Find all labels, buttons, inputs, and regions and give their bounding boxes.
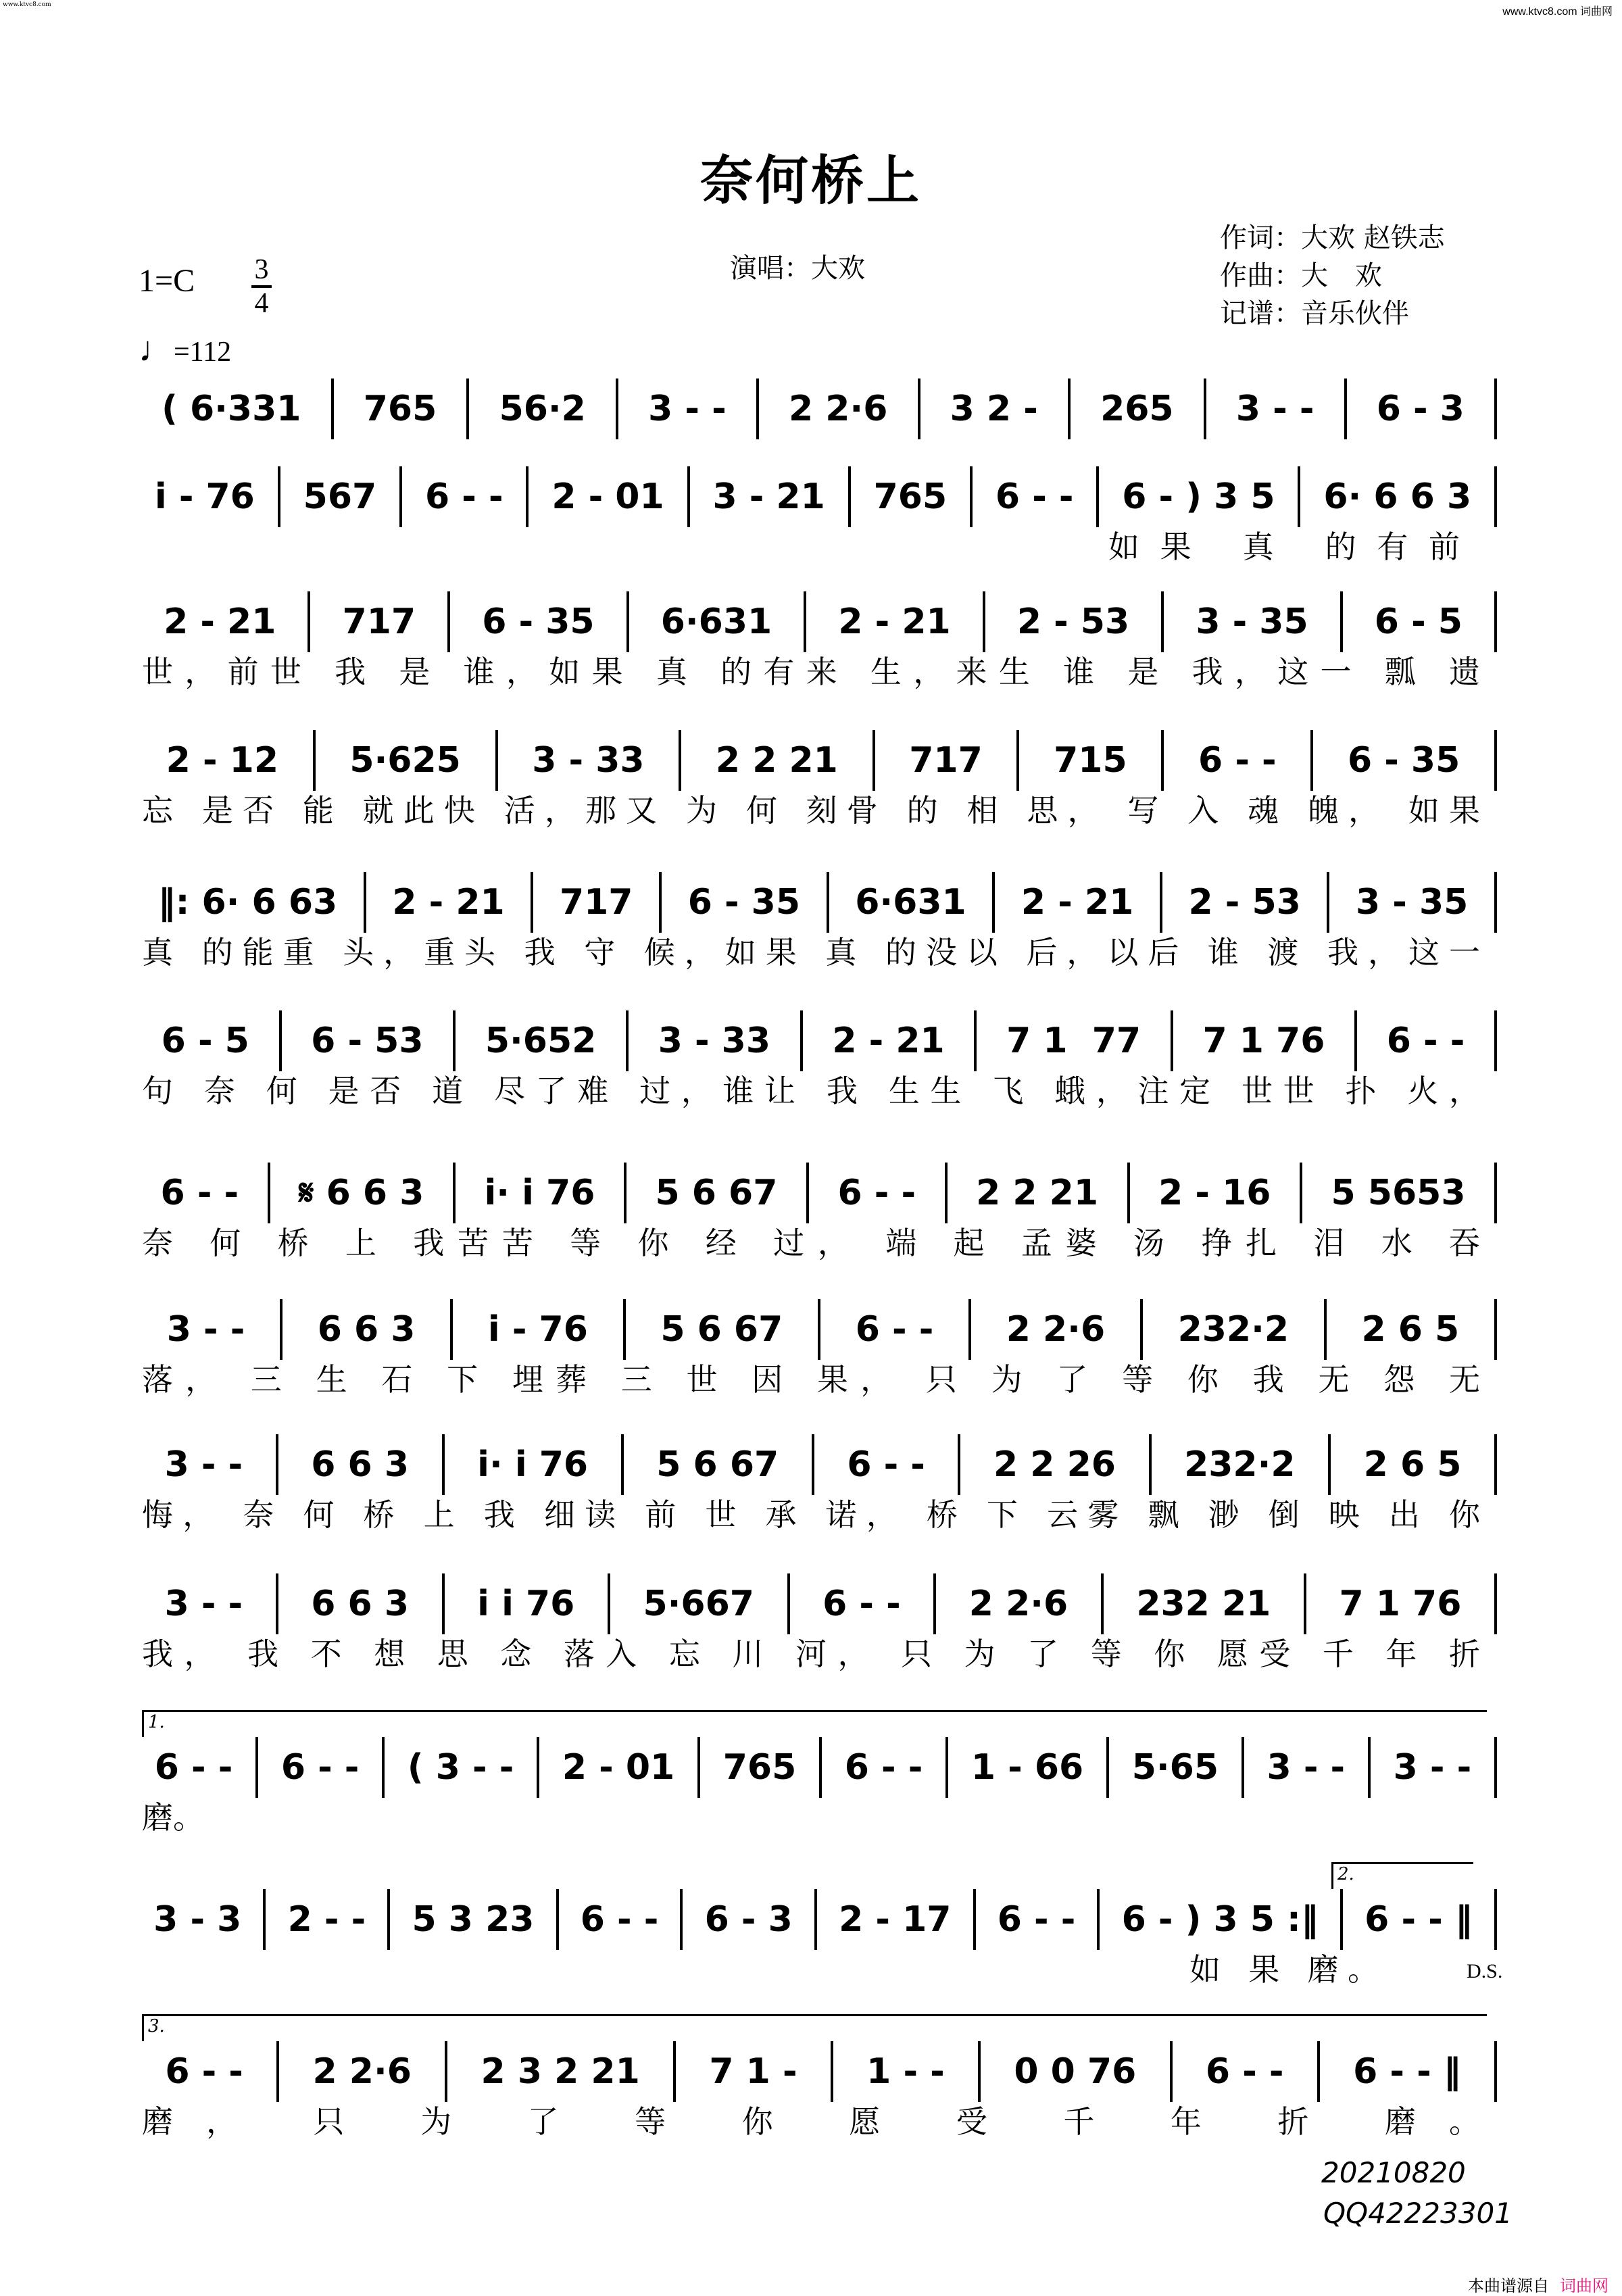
measure: 5 5653 — [1302, 1163, 1497, 1223]
singer-credit: 演唱：大欢 — [730, 253, 865, 284]
source-brand-link[interactable]: 词曲网 — [1560, 2276, 1608, 2295]
measure: 7 1 76 — [1306, 1573, 1497, 1634]
key-signature: 1=C — [139, 263, 195, 299]
measure: 6 - 5 — [1343, 591, 1497, 652]
measure: 2 - 12 — [132, 730, 316, 791]
measure: 6 - 3 — [1347, 378, 1497, 439]
measure: 6 - - — [973, 466, 1099, 527]
measure: 567 — [280, 466, 402, 527]
measure: 6 - 53 — [282, 1010, 456, 1071]
quarter-note-icon: ♩ — [139, 331, 174, 369]
measure: 6 - - — [809, 1163, 948, 1223]
lyricist-credit: 作词：大欢 赵铁志 — [1220, 222, 1445, 253]
measure: 3 - 33 — [629, 1010, 803, 1071]
measure: 2 - 21 — [803, 1010, 977, 1071]
measure: 6 - - — [559, 1889, 683, 1950]
measure: 3 - - — [132, 1434, 278, 1495]
measure: 5 6 67 — [626, 1163, 809, 1223]
measure: 1 - 66 — [948, 1737, 1109, 1798]
measure: 2 3 2 21 — [447, 2041, 676, 2102]
time-top: 3 — [254, 254, 269, 285]
tempo-marking — [139, 330, 231, 370]
song-title: 奈何桥上 — [699, 151, 922, 212]
dal-segno: D.S. — [1467, 1960, 1503, 1982]
measure: 6 - - — [822, 1737, 948, 1798]
measure: 5 6 67 — [626, 1299, 820, 1360]
measure: 3 - - — [618, 378, 759, 439]
measure: 3 - 35 — [1329, 872, 1497, 933]
tempo-value: =112 — [174, 337, 232, 368]
measure: 765 — [700, 1737, 822, 1798]
measure: 3 - 35 — [1164, 591, 1342, 652]
lyrics-line: 磨， 只 为 了 等 你 愿 受 千 年 折 磨。 — [142, 2103, 1480, 2140]
measure: 3 - - — [1244, 1737, 1371, 1798]
measure: 6 6 3 — [278, 1434, 445, 1495]
measure: i i 76 — [445, 1573, 610, 1634]
score-row — [132, 1163, 1497, 1223]
measure: 2 - 21 — [806, 591, 985, 652]
lyrics-line: 世，前世 我 是 谁，如果 真 的有来 生，来生 谁 是 我，这一 瓢 遗 — [142, 654, 1480, 690]
watermark-left: www.ktvc8.com — [3, 1, 51, 8]
measure: 3 2 - — [920, 378, 1071, 439]
time-signature — [251, 255, 272, 318]
measure: ‖: 6· 6 63 — [132, 872, 366, 933]
measure: 2 6 5 — [1327, 1299, 1497, 1360]
measure: 2 - 17 — [817, 1889, 976, 1950]
measure: 6 - - — [976, 1889, 1100, 1950]
measure: 6 - 5 — [132, 1010, 282, 1071]
volta-bracket: 3. — [142, 2014, 1487, 2041]
volta-bracket: 1. — [142, 1710, 1487, 1737]
measure: 7 1 77 — [977, 1010, 1173, 1071]
footer-qq: QQ42223301 — [1323, 2197, 1513, 2230]
measure: 6 - - ‖ — [1320, 2041, 1497, 2102]
measure: 2 - 16 — [1130, 1163, 1302, 1223]
measure: 5 3 23 — [390, 1889, 558, 1950]
measure: 6 - 35 — [662, 872, 829, 933]
measure: 5 6 67 — [624, 1434, 814, 1495]
measure: 56·2 — [469, 378, 618, 439]
measure: ( 6·331 — [132, 378, 334, 439]
measure: 6 - - — [1357, 1010, 1497, 1071]
lyrics-line: 忘 是否 能 就此快 活，那又 为 何 刻骨 的 相 思， 写 入 魂 魄， 如果 — [142, 792, 1480, 829]
measure: 2 2·6 — [279, 2041, 447, 2102]
lyrics-line: 如 果 磨。 — [1189, 1951, 1379, 1988]
measure: 6 - - — [402, 466, 529, 527]
measure: 2 6 5 — [1331, 1434, 1497, 1495]
measure: 2 - 53 — [985, 591, 1164, 652]
composer-credit: 作曲：大 欢 — [1220, 260, 1382, 291]
watermark-right: www.ktvc8.com 词曲网 — [1502, 6, 1613, 18]
measure: 2 - 53 — [1162, 872, 1330, 933]
lyrics-line: 如果 真 的有前 — [1108, 529, 1460, 565]
measure: 765 — [334, 378, 470, 439]
measure: 5·667 — [610, 1573, 790, 1634]
measure: 2 - 01 — [539, 1737, 700, 1798]
score-row — [132, 730, 1497, 791]
measure: 232 21 — [1104, 1573, 1306, 1634]
score-row — [132, 1299, 1497, 1360]
time-bottom: 4 — [254, 288, 269, 319]
measure: 765 — [851, 466, 973, 527]
measure: 6·631 — [829, 872, 996, 933]
measure: 6 - - — [132, 1163, 270, 1223]
measure: 3 - 21 — [690, 466, 851, 527]
measure: 6 6 3 — [282, 1299, 453, 1360]
measure: 2 - 21 — [132, 591, 310, 652]
footer-date: 20210820 — [1321, 2156, 1466, 2189]
measure: 2 2·6 — [971, 1299, 1143, 1360]
measure: 232·2 — [1143, 1299, 1327, 1360]
volta-bracket-2: 2. — [1331, 1862, 1473, 1889]
score-row — [132, 378, 1497, 439]
lyrics-line: 磨。 — [142, 1799, 204, 1836]
notation-credit: 记谱：音乐伙伴 — [1220, 298, 1409, 329]
measure: 2 2 26 — [960, 1434, 1151, 1495]
score-row — [132, 591, 1497, 652]
measure: 2 2 21 — [948, 1163, 1130, 1223]
measure: 6 - - ‖ — [1343, 1889, 1497, 1950]
measure: 3 - - — [132, 1573, 278, 1634]
measure: 5·625 — [316, 730, 498, 791]
measure: 6·631 — [629, 591, 807, 652]
measure: 𝄋 6 6 3 — [270, 1163, 456, 1223]
measure: i· i 76 — [456, 1163, 626, 1223]
measure: 6 6 3 — [278, 1573, 445, 1634]
measure: 5·652 — [456, 1010, 629, 1071]
measure: 6 - 35 — [450, 591, 629, 652]
measure: 6 - - — [258, 1737, 385, 1798]
measure: ( 3 - - — [385, 1737, 539, 1798]
measure: 6· 6 6 3 — [1300, 466, 1497, 527]
score-row — [132, 1737, 1497, 1798]
lyrics-line: 我， 我 不 想 思 念 落入 忘 川 河， 只 为 了 等 你 愿受 千 年 折 — [142, 1636, 1480, 1672]
measure: 7 1 76 — [1173, 1010, 1357, 1071]
measure: 0 0 76 — [981, 2041, 1173, 2102]
measure: 715 — [1019, 730, 1164, 791]
measure: i· i 76 — [445, 1434, 624, 1495]
measure: 6 - - — [790, 1573, 937, 1634]
measure: 2 - 21 — [366, 872, 534, 933]
measure: 2 - 21 — [995, 872, 1162, 933]
measure: 232·2 — [1152, 1434, 1331, 1495]
measure: 6 - 3 — [683, 1889, 816, 1950]
measure: 2 - - — [266, 1889, 390, 1950]
measure: 1 - - — [833, 2041, 981, 2102]
measure: 5·65 — [1109, 1737, 1244, 1798]
measure: 6 - - — [820, 1299, 971, 1360]
measure: 3 - - — [1206, 378, 1347, 439]
lyrics-line: 句 奈 何 是否 道 尽了难 过，谁让 我 生生 飞 蛾，注定 世世 扑 火， — [142, 1073, 1480, 1109]
measure: 3 - 33 — [498, 730, 682, 791]
measure: 717 — [310, 591, 450, 652]
measure: 6 - - — [1164, 730, 1313, 791]
measure: 3 - - — [1371, 1737, 1497, 1798]
measure: 717 — [533, 872, 662, 933]
score-row — [132, 1889, 1497, 1950]
lyrics-line: 落， 三 生 石 下 埋葬 三 世 因 果， 只 为 了 等 你 我 无 怨 无 — [142, 1361, 1480, 1398]
measure: 6 - - — [814, 1434, 961, 1495]
measure: 6 - - — [132, 1737, 258, 1798]
measure: 2 2 21 — [681, 730, 875, 791]
source-prefix: 本曲谱源自 — [1468, 2276, 1549, 2295]
lyrics-line: 真 的能重 头，重头 我 守 候，如果 真 的没以 后，以后 谁 渡 我，这一 — [142, 934, 1480, 971]
measure: 3 - 3 — [132, 1889, 266, 1950]
score-row — [132, 2041, 1497, 2102]
measure: 7 1 - — [676, 2041, 833, 2102]
measure: i - 76 — [132, 466, 280, 527]
measure: 265 — [1071, 378, 1206, 439]
measure: i - 76 — [453, 1299, 625, 1360]
score-row — [132, 1010, 1497, 1071]
score-row — [132, 1434, 1497, 1495]
measure: 2 2·6 — [936, 1573, 1104, 1634]
score-row — [132, 1573, 1497, 1634]
measure: 6 - 35 — [1313, 730, 1497, 791]
measure: 6 - - — [132, 2041, 279, 2102]
measure: 3 - - — [132, 1299, 282, 1360]
source-credit — [1468, 2272, 1608, 2296]
measure: 6 - ) 3 5 — [1099, 466, 1300, 527]
measure: 6 - ) 3 5 :‖ — [1100, 1889, 1343, 1950]
lyrics-line: 奈 何 桥 上 我苦苦 等 你 经 过， 端 起 孟婆 汤 挣扎 泪 水 吞 — [142, 1225, 1481, 1261]
score-row — [132, 872, 1497, 933]
measure: 6 - - — [1173, 2041, 1320, 2102]
measure: 2 - 01 — [529, 466, 689, 527]
measure: 2 2·6 — [759, 378, 920, 439]
lyrics-line: 悔， 奈 何 桥 上 我 细读 前 世 承 诺， 桥 下 云雾 飘 渺 倒 映 出 你 — [142, 1496, 1480, 1533]
measure: 717 — [875, 730, 1020, 791]
score-row — [132, 466, 1497, 527]
